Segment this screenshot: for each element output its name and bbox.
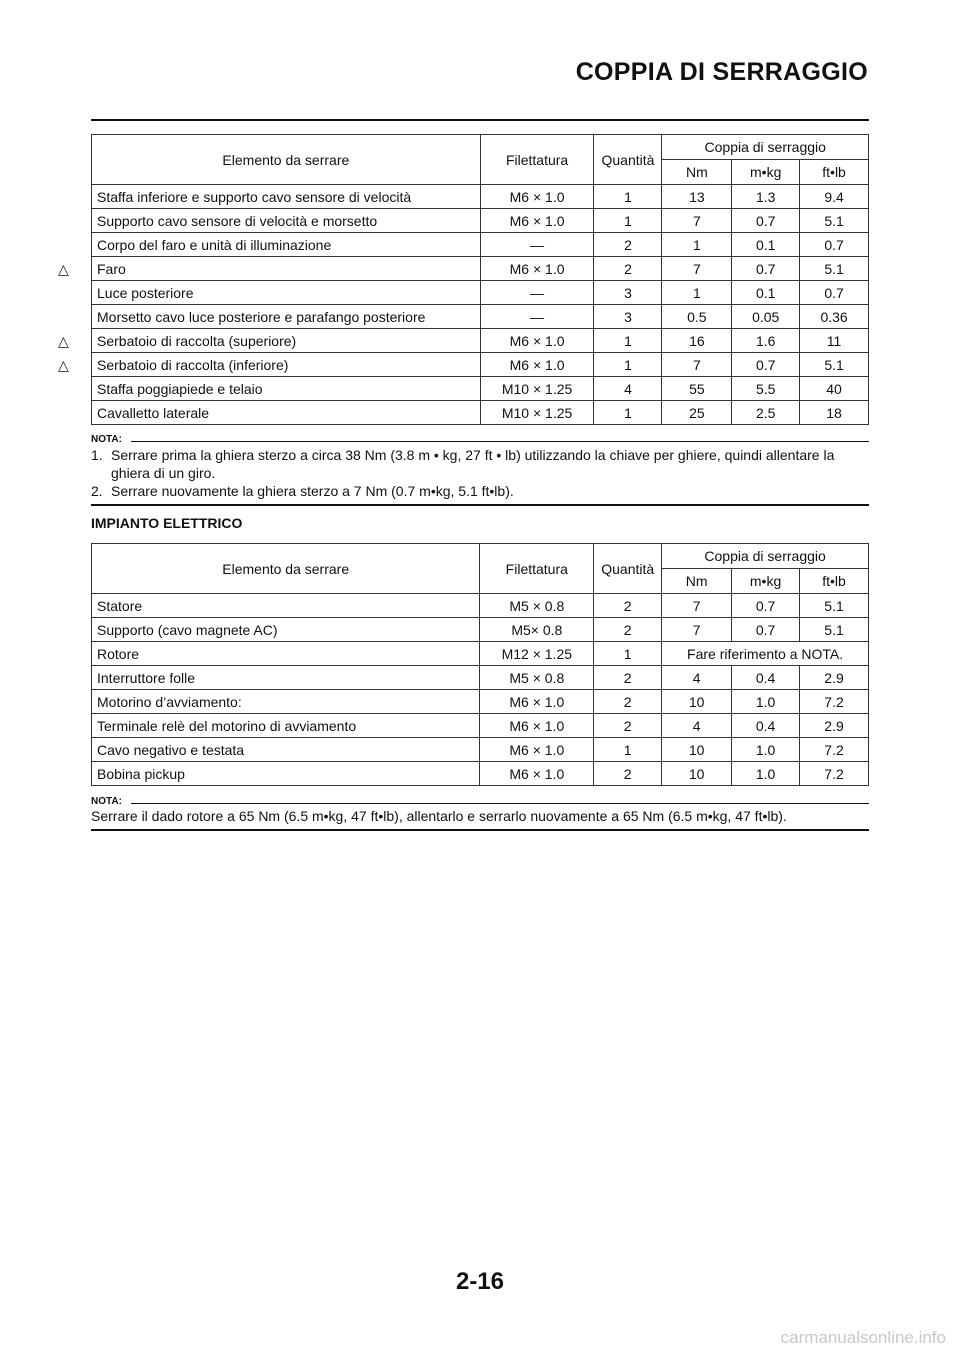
cell-ftlb: 2.9 [800,714,869,738]
header-qty: Quantità [594,544,662,594]
cell-mkg: 1.6 [732,329,800,353]
cell-qty: 1 [594,185,662,209]
header-thread: Filettatura [480,544,594,594]
cell-qty: 1 [594,353,662,377]
watermark: carmanualsonline.info [780,1328,946,1347]
cell-mkg: 5.5 [732,377,800,401]
triangle-mark-icon: △ [58,260,69,277]
cell-nm: 13 [662,185,732,209]
header-torque: Coppia di serraggio [662,135,869,160]
cell-qty: 2 [594,257,662,281]
cell-element: Motorino d’avviamento: [92,690,480,714]
cell-qty: 1 [594,738,662,762]
cell-thread: M5× 0.8 [480,618,594,642]
cell-mkg: 0.1 [732,233,800,257]
cell-mkg: 0.4 [732,666,800,690]
cell-ftlb: 5.1 [800,209,869,233]
header-thread: Filettatura [480,135,594,185]
cell-element: Corpo del faro e unità di illuminazione [92,233,481,257]
cell-element: Supporto (cavo magnete AC) [92,618,480,642]
cell-qty: 1 [594,329,662,353]
cell-nm: 1 [662,233,732,257]
cell-nm: 16 [662,329,732,353]
cell-nm: 4 [662,714,732,738]
cell-nm: 7 [662,618,732,642]
cell-ftlb: 5.1 [800,594,869,618]
cell-nm: 7 [662,209,732,233]
cell-nm: 7 [662,353,732,377]
header-element: Elemento da serrare [92,544,480,594]
torque-table-chassis [91,134,869,425]
table-row [92,762,869,786]
cell-thread: M6 × 1.0 [480,185,594,209]
cell-ftlb: 7.2 [800,690,869,714]
cell-thread: — [480,233,594,257]
cell-ftlb: 5.1 [800,353,869,377]
nota-item-text: Serrare prima la ghiera sterzo a circa 38 Nm (3.8 m • kg, 27 ft • lb) utilizzando la chiave per ghiere, quindi allentare la ghiera di un giro. [111,447,835,481]
cell-thread: M6 × 1.0 [480,209,594,233]
table-row [92,329,869,353]
triangle-mark-icon: △ [58,332,69,349]
cell-thread: M6 × 1.0 [480,690,594,714]
cell-qty: 4 [594,377,662,401]
cell-mkg: 0.1 [732,281,800,305]
cell-ftlb: 18 [800,401,869,425]
cell-element: Cavalletto laterale [92,401,481,425]
cell-qty: 1 [594,209,662,233]
cell-element: Supporto cavo sensore di velocità e morsetto [92,209,481,233]
nota-end-rule [91,829,869,831]
nota-item-text: Serrare nuovamente la ghiera sterzo a 7 Nm (0.7 m•kg, 5.1 ft•lb). [111,483,514,499]
cell-mkg: 0.7 [732,353,800,377]
cell-ftlb: 7.2 [800,738,869,762]
cell-element: Serbatoio di raccolta (superiore) [92,329,481,353]
header-element: Elemento da serrare [92,135,481,185]
cell-nm: 25 [662,401,732,425]
cell-qty: 2 [594,666,662,690]
cell-element: Rotore [92,642,480,666]
cell-ftlb: 7.2 [800,762,869,786]
table-row [92,305,869,329]
cell-mkg: 0.4 [732,714,800,738]
cell-nm: 7 [662,594,732,618]
cell-ftlb: 11 [800,329,869,353]
nota-end-rule [91,504,869,506]
nota-item [91,482,869,500]
cell-thread: M6 × 1.0 [480,762,594,786]
header-mkg: m•kg [732,160,800,185]
table-row [92,281,869,305]
cell-qty: 3 [594,305,662,329]
nota-rule [131,441,869,442]
cell-mkg: 0.7 [732,209,800,233]
table-row [92,233,869,257]
cell-element: Staffa inferiore e supporto cavo sensore di velocità [92,185,481,209]
cell-element: Luce posteriore [92,281,481,305]
title-rule [91,119,869,121]
cell-ftlb: 2.9 [800,666,869,690]
cell-nm: 10 [662,762,732,786]
cell-element: Serbatoio di raccolta (inferiore) [92,353,481,377]
cell-nm: 10 [662,738,732,762]
nota-text-body: Serrare il dado rotore a 65 Nm (6.5 m•kg, 47 ft•lb), allentarlo e serrarlo nuovamente a 65 Nm (6.5 m•kg, 47 ft•lb). [91,808,787,824]
header-nm: Nm [662,160,732,185]
nota-label: NOTA: [91,434,122,445]
cell-element: Cavo negativo e testata [92,738,480,762]
cell-qty: 2 [594,233,662,257]
cell-torque-note: Fare riferimento a NOTA. [662,642,869,666]
table-row [92,714,869,738]
cell-thread: M5 × 0.8 [480,666,594,690]
cell-thread: M6 × 1.0 [480,329,594,353]
cell-mkg: 0.7 [732,618,800,642]
cell-nm: 55 [662,377,732,401]
cell-qty: 2 [594,762,662,786]
table-row [92,377,869,401]
cell-qty: 2 [594,714,662,738]
cell-mkg: 0.7 [732,594,800,618]
cell-ftlb: 5.1 [800,618,869,642]
cell-ftlb: 0.36 [800,305,869,329]
table-row [92,618,869,642]
table-row [92,353,869,377]
cell-thread: M10 × 1.25 [480,401,594,425]
cell-thread: M10 × 1.25 [480,377,594,401]
cell-thread: — [480,305,594,329]
header-ftlb: ft•lb [800,569,869,594]
cell-nm: 10 [662,690,732,714]
table-row [92,185,869,209]
nota-item-number: 1. [91,447,103,463]
table-row [92,594,869,618]
page-title: COPPIA DI SERRAGGIO [575,58,868,86]
header-mkg: m•kg [732,569,800,594]
cell-qty: 2 [594,618,662,642]
table-row [92,690,869,714]
cell-element: Bobina pickup [92,762,480,786]
nota-item-number: 2. [91,483,103,499]
cell-element: Statore [92,594,480,618]
nota-text [91,807,869,825]
header-torque: Coppia di serraggio [662,544,869,569]
nota-label: NOTA: [91,796,122,807]
cell-mkg: 0.05 [732,305,800,329]
header-qty: Quantità [594,135,662,185]
cell-element: Interruttore folle [92,666,480,690]
cell-ftlb: 5.1 [800,257,869,281]
table-row [92,666,869,690]
cell-thread: M12 × 1.25 [480,642,594,666]
header-nm: Nm [662,569,732,594]
cell-thread: M6 × 1.0 [480,353,594,377]
cell-qty: 1 [594,401,662,425]
page-number: 2-16 [455,1268,505,1295]
cell-mkg: 1.0 [732,690,800,714]
cell-element: Terminale relè del motorino di avviamento [92,714,480,738]
table-row [92,401,869,425]
cell-ftlb: 40 [800,377,869,401]
cell-qty: 3 [594,281,662,305]
table-row [92,642,869,666]
section-heading: IMPIANTO ELETTRICO [91,515,243,531]
cell-qty: 1 [594,642,662,666]
cell-element: Morsetto cavo luce posteriore e parafango posteriore [92,305,481,329]
cell-mkg: 1.0 [732,738,800,762]
cell-thread: M6 × 1.0 [480,738,594,762]
table-row [92,738,869,762]
table-row [92,257,869,281]
cell-thread: M5 × 0.8 [480,594,594,618]
cell-element: Faro [92,257,481,281]
cell-element: Staffa poggiapiede e telaio [92,377,481,401]
cell-thread: M6 × 1.0 [480,257,594,281]
cell-nm: 4 [662,666,732,690]
cell-thread: M6 × 1.0 [480,714,594,738]
cell-mkg: 2.5 [732,401,800,425]
cell-qty: 2 [594,594,662,618]
cell-nm: 0.5 [662,305,732,329]
cell-ftlb: 0.7 [800,281,869,305]
cell-ftlb: 0.7 [800,233,869,257]
cell-thread: — [480,281,594,305]
cell-ftlb: 9.4 [800,185,869,209]
cell-mkg: 1.3 [732,185,800,209]
header-ftlb: ft•lb [800,160,869,185]
nota-rule [131,803,869,804]
nota-item [91,446,869,482]
cell-qty: 2 [594,690,662,714]
triangle-mark-icon: △ [58,356,69,373]
torque-table-electrical [91,543,869,786]
table-row [92,209,869,233]
cell-mkg: 1.0 [732,762,800,786]
cell-mkg: 0.7 [732,257,800,281]
cell-nm: 7 [662,257,732,281]
cell-nm: 1 [662,281,732,305]
